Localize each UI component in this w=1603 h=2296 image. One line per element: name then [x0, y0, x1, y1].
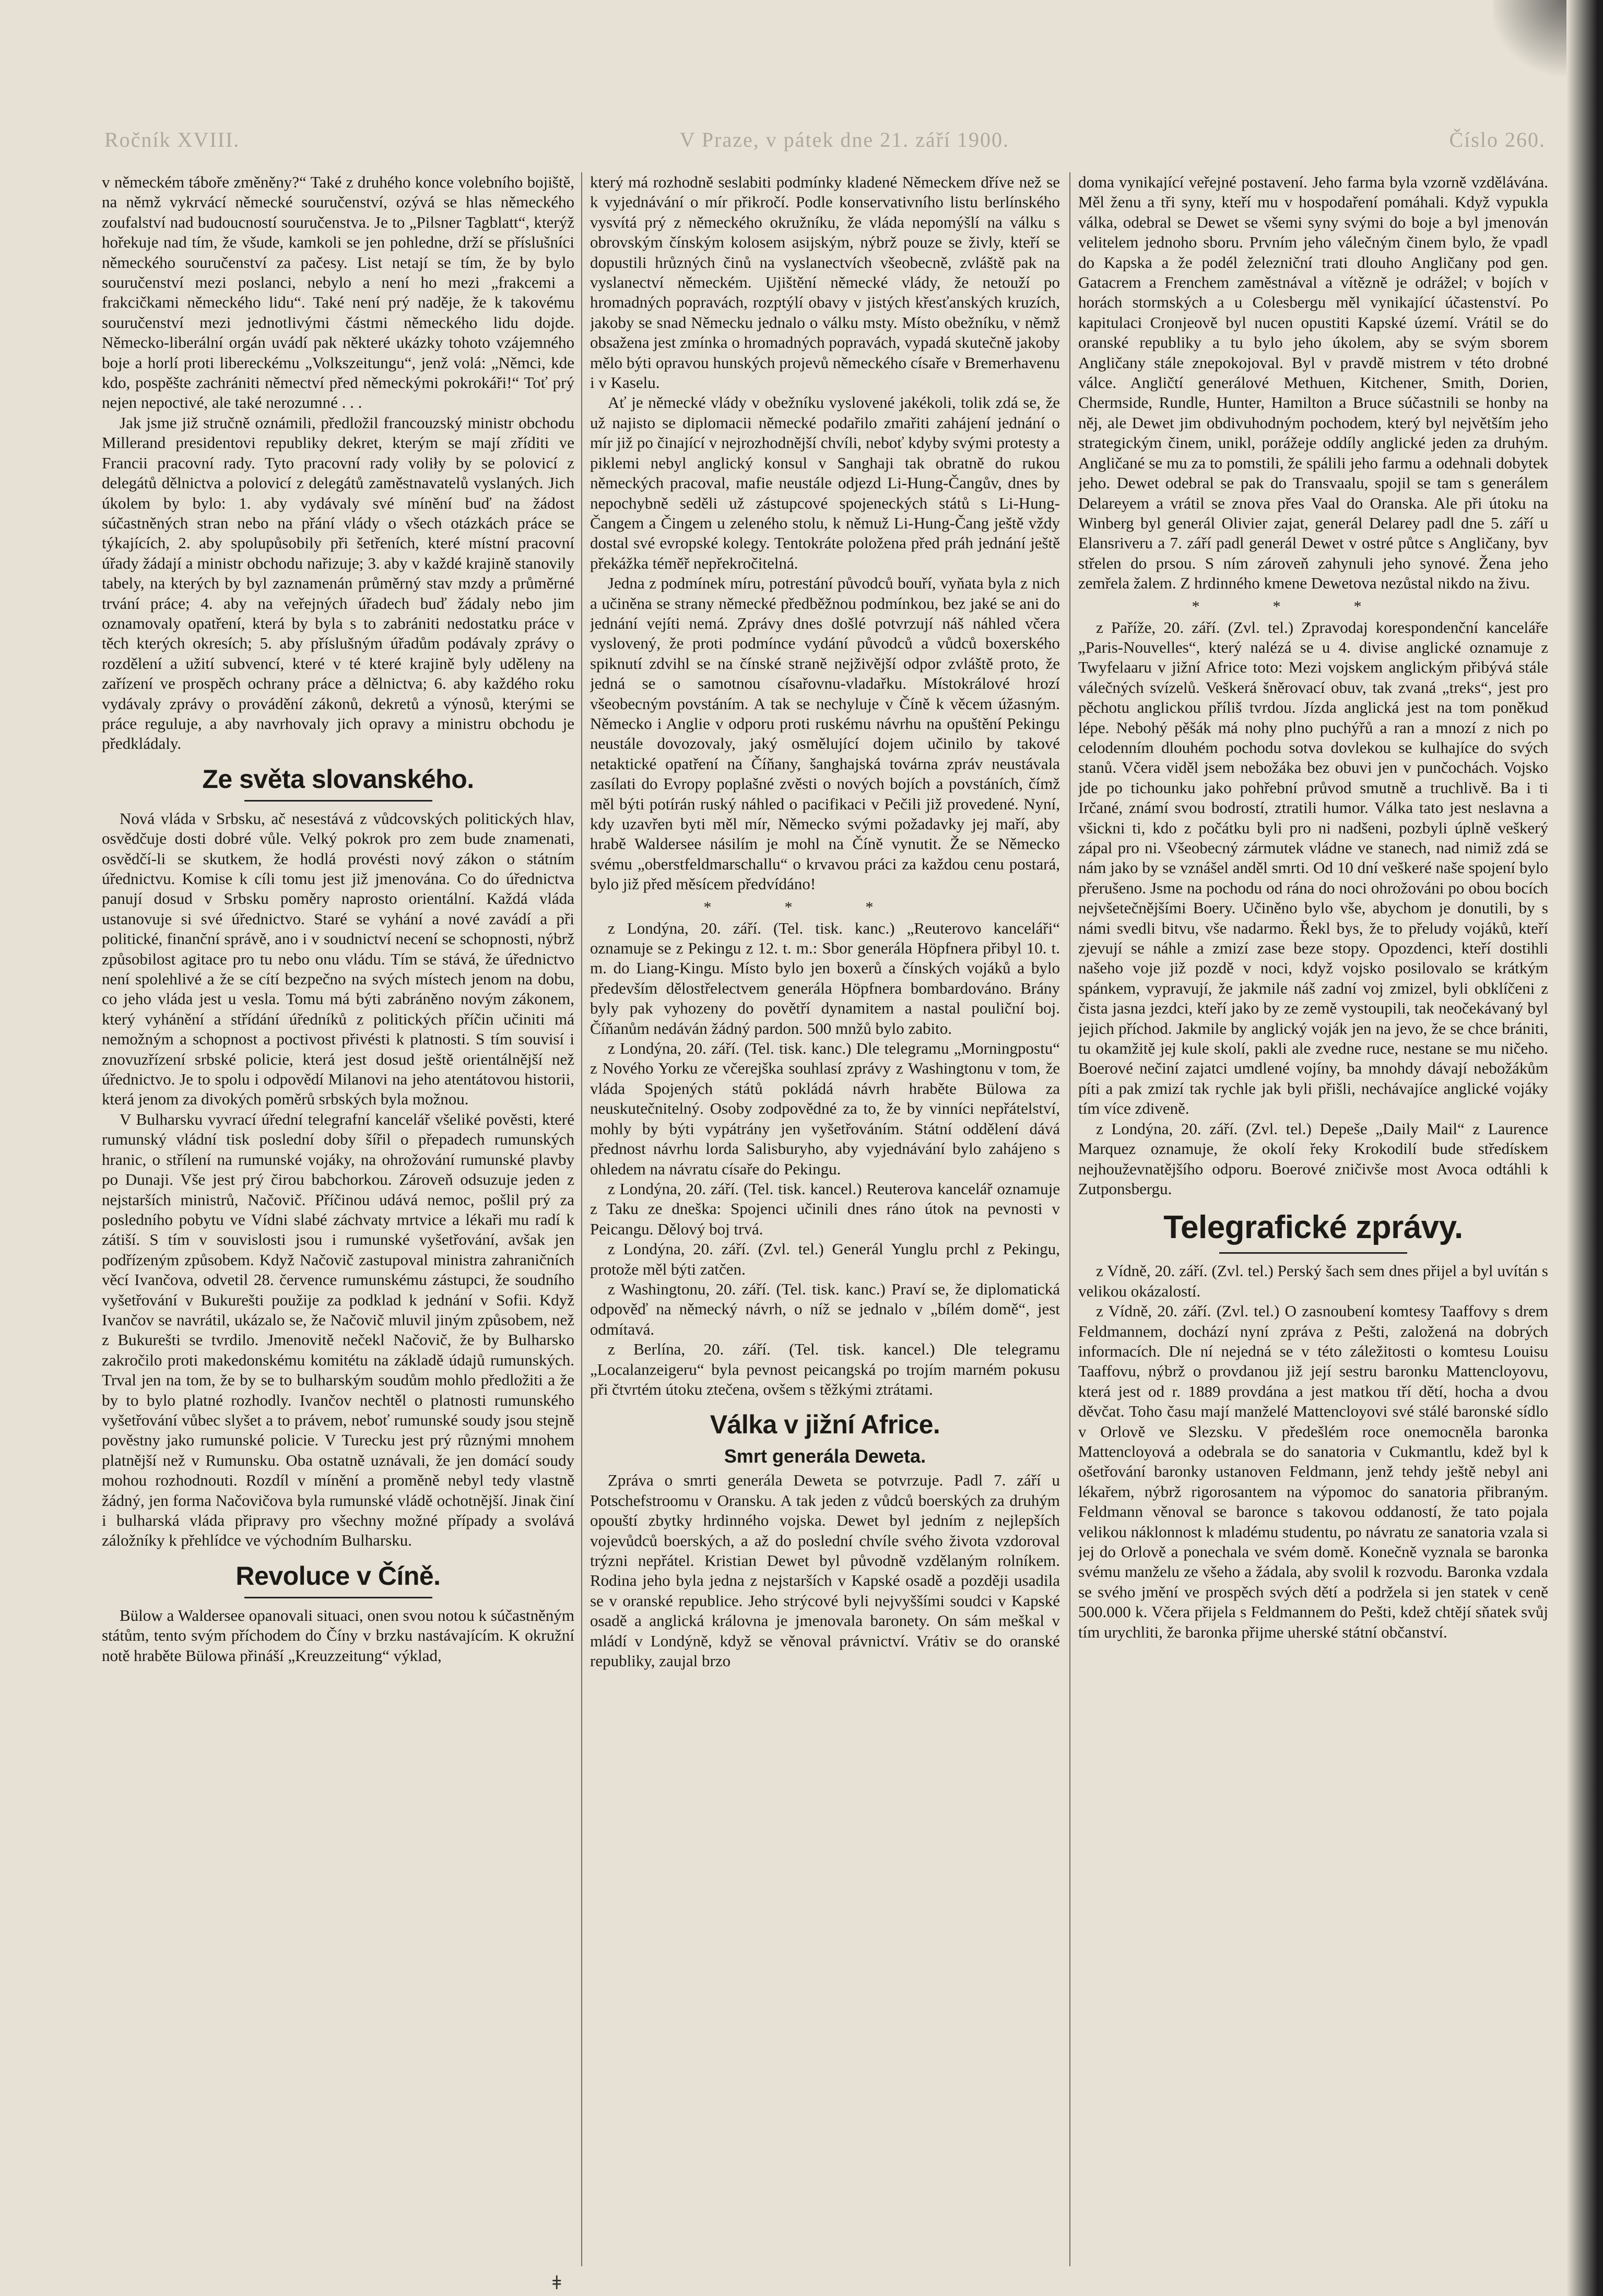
- header-date: V Praze, v pátek dne 21. září 1900.: [679, 127, 1010, 151]
- separator-stars: ***: [1192, 597, 1435, 615]
- news-item: z Londýna, 20. září. (Tel. tisk. kanc.) „Reuterovo kanceláři“ oznamuje se z Pekingu z 12. t. m.: Sbor generála Höpfnera přibyl 10. t. m. do Liang-Kingu. Místo bylo jen boxerů a čínských vojáků a bylo především dělostřelectvem generála Höpfnera bombardováno. Brány byly pak vyhozeny do povětří dynamitem a nastal pouliční boj. Číňanům nedáván žádný pardon. 500 mnžů bylo zabito.: [590, 919, 1060, 1038]
- paragraph: Jedna z podmínek míru, potrestání původců bouří, vyňata byla z nich a učiněna se strany německé předběžnou podmínkou, bez jaké se ani do jednání vejíti nemá. Zprávy dnes došlé potvrzují náš náhled včera vyslovený, že proti podmínce vydání původců a vůdců boxerského spiknutí zdvihl se na čínské straně nejživější odpor zvláště proto, že jedná se o samotnou císařovnu-vladařku. Místokrálové hrozí všeobecným povstáním. A tak se nechyluje v Číně k věcem úžasným. Německo i Anglie v odporu proti ruskému návrhu na opuštění Pekingu neustále dovozovaly, jaký osmělující dojem učinilo by takové netaktické opatření na Číňany, šanghajská továrna zpráv neustávala zasílati do Evropy poplašné zvěsti o nových bojích a povstáních, čímž měl býti potírán ruský náhled o pacifikaci v Pečili již provedené. Nyní, kdy uzavřen byti měl mír, Německo svými požadavky jej maří, aby hrabě Waldersee násilím je mohl na Číně vynutit. Že se Německo svému „oberstfeldmarschallu“ o krvavou práci za každou cenu postará, bylo již před měsícem předvídáno!: [590, 574, 1060, 893]
- section-heading-valka: Válka v jižní Africe.: [710, 1410, 940, 1440]
- paragraph: V Bulharsku vyvrací úřední telegrafní kancelář všeliké pověsti, které rumunský vládní tisk poslední doby šířil o přepadech rumunských hranic, o střílení na rumunské vojáky, na ohrožování rumunské plavby po Dunaji. Vše jest prý čirou babchorkou. Zároveň odsuzuje jeden z nejstarších ministrů, Načovič. Příčinou udává nemoc, pošlil prý za posledního pobytu ve Vídni slabé záchvaty mrtvice a lékaři mu radí k zátiší. S tím v souvislosti jsou i rumunské vyšetřování, avšak jen podřízeným způsobem. Když Načovič zastupoval ministra zahraničních věcí Ivančova, odvetil 28. července rumunskému zástupci, že soudního vyšetřování v Bukurešti použije za podklad k jednání v Sofii. Když Ivančov se navrátil, ukázalo se, že Načovič mluvil jiným způsobem, než z Bukurešti se tvrdilo. Jmenovitě nečekl Načovič, že by Bulharsko zakročilo proti makedonskému komitétu na základě údajů rumunských. Trval jen na tom, že by se to bulharským soudům mohlo předložiti a že by to bylo platné rozhodly. Ivančov nechtěl o platnosti rumunského vyšetřování vůbec slyšet a to právem, neboť rumunské soudy jsou stejně pověstny jako rumunské policie. V Turecku jest prý různými mnohem platnější než v Rumunsku. Oba ostatně uznávali, že jen domácí soudy mohou rozhodnouti. Rozdíl v mínění a proměně nebyl tedy vlastně žádný, jen forma Načovičova byla rumunské vládě ochotnější. Jinak činí i bulharská vláda připravy pro všechny možné případy a svolává záložníky k přehlídce ve východním Bulharsku.: [102, 1110, 574, 1550]
- news-item: z Londýna, 20. září. (Tel. tisk. kancel.) Reuterova kancelář oznamuje z Taku ze dneška: Spojenci učinili dnes ráno útok na pevnosti v Peicangu. Dělový boj trvá.: [590, 1179, 1060, 1238]
- news-item: z Berlína, 20. září. (Tel. tisk. kancel.) Dle telegramu „Localanzeigeru“ byla pevnost peicangská po trojím marném pokusu při čtvrtém útoku ztečena, ovšem s těžkými ztrátami.: [590, 1340, 1060, 1398]
- header-issue: Číslo 260.: [1449, 127, 1546, 151]
- paragraph: v německém táboře změněny?“ Také z druhého konce volebního bojiště, na němž vykrvácí německé souručenství, ozývá se hlas německého zoufalství nad budoucností souručenstva. Je to „Pilsner Tagblatt“, kterýž hořekuje nad tím, že všude, kamkoli se jen pohledne, drží se příslušníci německého souručenství za pačesy. List netají se tím, že by bylo souručenství mezi poslanci, nebylo a není ho mezi „frakcemi a frakcičkami německého lidu“. Také není prý naděje, že k takovému souručenství mezi jednotlivými částmi německého lidu dojde. Německo-liberální orgán uvádí pak některé ukázky tohoto vzájemného boje a horlí proti libereckému „Volkszeitungu“, jenž volá: „Němci, kde kdo, pospěšte zachrániti němectví před německými pokrokáři!“ Toť prý nejen nepoctivé, ale také nerozumné . . .: [102, 173, 574, 412]
- section-heading-slovan: Ze světa slovanského.: [202, 764, 474, 794]
- paragraph: Zpráva o smrti generála Deweta se potvrzuje. Padl 7. září u Potschefstroomu v Oransku. A tak jeden z vůdců boerských za druhým opouští zbytky hrdinného vojska. Dewet byl jedním z nejlepších vojevůdců boerských, a až do poslední chvíle svého života vzdoroval trýzni nepřátel. Kristian Dewet byl původně vzdělaným rolníkem. Rodina jeho byla jedna z nejstarších v Kapské osadě a později usadila se v oranské republice. Jeho strýcové byli nejvyššími soudci v Kapské osadě a anglická královna je jmenovala baronety. On sám meškal v mládí v Londýně, když se věnoval právnictví. Vrátiv se do oranské republiky, zaujal brzo: [590, 1471, 1060, 1670]
- section-heading-telegraf: Telegrafické zprávy.: [1163, 1209, 1463, 1246]
- column-rule: [1069, 172, 1070, 2266]
- news-item: z Vídně, 20. září. (Zvl. tel.) O zasnoubení komtesy Taaffovy s drem Feldmannem, dochází nyní zpráva z Pešti, založená na dobrých informacích. Dle ní nejedná se v této záležitosti o komtesu Louisu Taaffovu, nýbrž o provdanou již její sestru baronku Mattencloyovu, která jest od r. 1889 provdána a jest matkou tří dětí, hocha a dvou děvčat. Toho času mají manželé Mattencloyovi své stálé baronské sídlo v Orlově ve Slezsku. V předešlém roce onemocněla baronka Mattencloyová a odebrala se do sanatoria v Cukmantlu, kdež byl k ošetřování baronky ustanoven Feldmann, jenž tehdy ještě nebyl ani lékařem, nýbrž rigorosantem na výpomoc do sanatoria přibraným. Feldmann věnoval se baronce s takovou oddaností, že tato pojala velikou náklonnost k mladému studentu, po návratu ze sanatoria vzala si jej do Orlově a ponechala ve svém domě. Konečně vyznala se baronka svému manželu ze všeho a žádala, aby svolil k rozvodu. Baronka vzdala se svého jmění ve prospěch svých dětí a podržela si jen statek v ceně 500.000 k. Včera přijela s Feldmannem do Pešti, kdež chtějí sňatek svůj tím urychliti, že baronka přijme uherské státní občanství.: [1078, 1302, 1548, 1641]
- paragraph: doma vynikající veřejné postavení. Jeho farma byla vzorně vzdělávána. Měl ženu a tři syny, kteří mu v hospodaření pomáhali. Když vypukla válka, odebral se Dewet se všemi syny svými do boje a byl jmenován velitelem jednoho sboru. Prvním jeho válečným činem bylo, že vpadl do Kapska a že podél železniční trati dlouho Angličany pod gen. Gatacrem a Frenchem zaměstnával a vítězně je odrážel; v bojích v horách stormských a u Colesbergu měl vynikající účastenství. Po kapitulaci Cronjeově byl nucen opustiti Kapské území. Vrátil se do oranské republiky a tu bylo jeho úkolem, aby se svým sborem Angličany stále znepokojoval. Byl v pravdě mistrem v této drobné válce. Angličtí generálové Methuen, Kitchener, Smith, Dorien, Chermside, Rundle, Hunter, Hamilton a Bruce súčastnili se honby na něj, ale Dewet jim obdivuhodným pochodem, který byl největším jeho strategickým činem, unikl, porážeje oddíly anglické jeden za druhým. Angličané se mu za to pomstili, že spálili jeho farmu a odehnali dobytek jeho. Dewet odebral se pak do Transvaalu, spojil se tam s generálem Delareyem a vrátil se znova přes Vaal do Oranska. Ale při útoku na Winberg byl generál Olivier zajat, generál Delarey padl dne 5. září u Elansriveru a 7. září padl generál Dewet v ostré půtce s Angličany, byv střelen do prsou. S ním zároveň zahynuli jeho synové. Žena jeho zemřela žalem. Z hrdinného kmene Dewetova nezůstal nikdo na živu.: [1078, 173, 1548, 593]
- paragraph: Nová vláda v Srbsku, ač nesestává z vůdcovských politických hlav, osvědčuje dosti dobré vůle. Velký pokrok pro zem bude znamenati, osvědčí-li se skutkem, že hodlá provésti nový zákon o státním úřednictvu. Komise k cíli tomu jest již jmenována. Co do úřednictva panují dosud v Srbsku poměry naprosto orientální. Každá vláda ustanovuje si své úřednictvo. Staré se vyhání a nové zavádí a při politické, finanční správě, ano i v soudnictví necení se schopnosti, nýbrž způsobilost agitace pro tu nebo onu vládu. Tím se stává, že úřednictvo není spolehlivé a že se cítí bezpečno na svých místech jenom na dobu, co jeho vláda jest u vesla. Tomu má býti zabráněno novým zákonem, který vyhánění a střídání úředníků z politických příčin učiniti má nemožným a schopnost a poctivost přivésti k platnosti. S tím souvisí i znovuzřízení srbské policie, která jest dosud ještě orientálnější než úřednictvo. Je to spolu i odpovědí Milanovi na jeho atentátovou historii, která jenom za divokých poměrů srbských byla možnou.: [102, 809, 574, 1109]
- column-rule: [581, 172, 582, 2266]
- column-2: [590, 172, 1060, 2266]
- paragraph: který má rozhodně seslabiti podmínky kladené Německem dříve než se k vyjednávání o mír přikročí. Podle konservativního listu berlínského vysvítá prý z německého okružníku, že vláda nepomýšlí na válku s obrovským čínským kolosem asijským, nýbrž pouze se živly, kteří se dopustili hrůzných činů na vyslanectvích všeobecně, zvláště pak na vyslanectví německém. Ujištění německé vlády, že netouží po hromadných popravách, rozptýlí obavy v jistých křesťanských kruzích, jakoby se snad Německu jednalo o válku msty. Místo obežníku, v němž obsažena jest zmínka o hromadných popravách, vypadá skutečně jakoby mělo býti opravou hunských projevů německého císaře v Bremerhavenu i v Kaselu.: [590, 173, 1060, 392]
- news-item: z Paříže, 20. září. (Zvl. tel.) Zpravodaj korespondenční kanceláře „Paris-Nouvelles“, který nalézá se u 4. divise anglické oznamuje z Twyfelaaru v jižní Africe toto: Mezi vojskem anglickým přibývá stále válečných svízelů. Veškerá šněrovací obuv, tak zvaná „treks“, jest pro pěchotu anglickou příliš tvrdou. Jízda anglická jest na tom poněkud lépe. Nebohý pěšák má nohy plno puchýřů a ran a mnozí z nich po celodenním dlouhém pochodu sotva dovlekou se kulhajíce do svých stanů. Včera viděl jsem nebožáka bez obuvi jen v punčochách. Vojsko jde po tichounku jako pohřební průvod smutně a truchlivě. Ba i ti Irčané, známí svou bodrostí, ztratili humor. Válka tato jest neslavna a všickni ti, kdo z počátku byli pro ni nadšeni, pozbyli úplně veškerý zápal pro ni. Všeobecný zármutek vládne ve stanech, nad nimiž zdá se nám jako by se vznášel anděl smrti. Od 10 dní veškeré naše spojení bylo přerušeno. Jsme na pochodu od rána do noci ohrožováni po obou bocích nejvšetečnějšími Boery. Učiněno bylo vše, abychom je donutili, by s námi svedli bitvu, vše nadarmo. Řekl bys, že to přeludy vojáků, kteří zjevují se náhle a zmizí zase beze stopy. Opozdenci, kteří dostihli našeho voje již pozdě v noci, když vojsko posilovalo se krátkým spánkem, vypravují, že jakmile náš zadní voj zmizel, byli obklíčeni z čista jasna jezdci, kteří jako by ze země vystoupili, tak neočekávaný byl jejich příchod. Jakmile by anglický voják jen na jevo, že se chce brániti, tu okamžitě jej kule skolí, pakli ale zvedne ruce, nestane se mu ničeho. Boerové nečiní zajatci umdlené vojíny, ba mnohdy dávají nebožákům píti a pak zmizí tak rychle jak byli přišli, nechávajíce anglické vojáky tím více zdiveně.: [1078, 618, 1548, 1118]
- scan-edge-shadow: [1566, 0, 1603, 2296]
- print-mark: ǂ: [552, 2273, 561, 2294]
- subheading-smrt: Smrt generála Deweta.: [724, 1445, 926, 1467]
- paragraph: Bülow a Waldersee opanovali situaci, onen svou notou k súčastněným státům, tento svým příchodem do Číny v brzku nastávajícím. K okružní notě hraběte Bülowa přináší „Kreuzzeitung“ výklad,: [102, 1606, 574, 1665]
- heading-underline: [244, 1597, 432, 1598]
- article-columns: [102, 172, 1548, 2266]
- column-3: [1078, 172, 1548, 2266]
- separator-stars: ***: [703, 898, 947, 916]
- header-volume: Ročník XVIII.: [104, 127, 240, 151]
- paragraph: Ať je německé vlády v obežníku vyslovené jakékoli, tolik zdá se, že už najisto se diplomacii německé podařilo zmařiti zahájení jednání o mír již po činající v nejrozhodnější chvíli, neboť kdyby svými protesty a piklemi nebyl anglický konsul v Sanghaji tak obratně do rukou německých pracoval, mafie neustále odjezd Li-Hung-Čangův, dnes by nepochybně seděli už zástupcové spojeneckých států s Li-Hung-Čangem a Čingem u zeleného stolu, k němuž Li-Hung-Čang ještě vždy dostal své evropské kolegy. Tentokráte položena před práh jednání ještě překážka téměř nepřekročitelná.: [590, 393, 1060, 572]
- section-heading-revoluce: Revoluce v Číně.: [235, 1561, 441, 1591]
- paragraph: Jak jsme již stručně oznámili, předložil francouzský ministr obchodu Millerand presidentovi republiky dekret, kterým se mají zříditi ve Francii pracovní rady. Tyto pracovní rady voliły by se polovicí z delegátů dělnictva a polovicí z delegátů zaměstnavatelů vyslaných. Jich úkolem by bylo: 1. aby vydávaly své mínění buď na žádost súčastněných stran nebo na přání vlády o všech otázkách práce se týkajících, 2. aby spolupůsobily při šetřeních, které místní pracovní úřady žádají a ministr obchodu nařizuje; 3. aby v každé krajině stanovily tabely, na kterých by byl zaznamenán průměrný stav mzdy a průměrné trvání práce; 4. aby na veřejných úřadech buď žádaly nebo jim oznamovaly opatření, která by byla s to zabrániti nedostatku práce v těch kterých okresích; 5. aby příslušným úřadům podávaly zprávy o rozdělení a užití subvencí, které v té které krajině byly uděleny na zařízení ve prospěch ochrany práce a dělnictva; 6. aby každého roku vydávaly zprávy o provádění zákonů, dekretů a výnosů, kterými se práce reguluje, a aby navrhovaly jich opravy a ministru obchodu je předkládaly.: [102, 413, 574, 753]
- news-item: z Vídně, 20. září. (Zvl. tel.) Perský šach sem dnes přijel a byl uvítán s velikou okázalostí.: [1078, 1262, 1548, 1300]
- column-1: [102, 172, 574, 2266]
- news-item: z Washingtonu, 20. září. (Tel. tisk. kanc.) Praví se, že diplomatická odpověď na německý návrh, o níž se jednalo v „bílém domě“, jest odmítavá.: [590, 1279, 1060, 1338]
- news-item: z Londýna, 20. září. (Zvl. tel.) Depeše „Daily Mail“ z Laurence Marquez oznamuje, že okolí řeky Krokodilí bude středískem nejhouževnatějšího odporu. Boerové zničivše most Avoca odtáhli k Zutponsbergu.: [1078, 1119, 1548, 1198]
- heading-underline: [1219, 1252, 1407, 1254]
- news-item: z Londýna, 20. září. (Tel. tisk. kanc.) Dle telegramu „Morningpostu“ z Nového Yorku ze včerejška souhlasí zprávy z Washingtonu v tom, že vláda Spojených států pokládá návrh hraběte Bülowa za neuskutečnitelný. Osoby zodpovědné za to, že by vinníci nepřátelství, mohly by býti vypátrány jen vyšetřováním. Státní oddělení dává přednost návrhu lorda Salisburyho, aby vyjednávání bylo zahájeno s ohledem na návratu císaře do Pekingu.: [590, 1039, 1060, 1178]
- heading-underline: [244, 800, 432, 802]
- scan-corner-shadow: [1493, 0, 1566, 84]
- page-header: [104, 121, 1546, 158]
- news-item: z Londýna, 20. září. (Zvl. tel.) Generál Yunglu prchl z Pekingu, protože měl býti zatčen.: [590, 1240, 1060, 1278]
